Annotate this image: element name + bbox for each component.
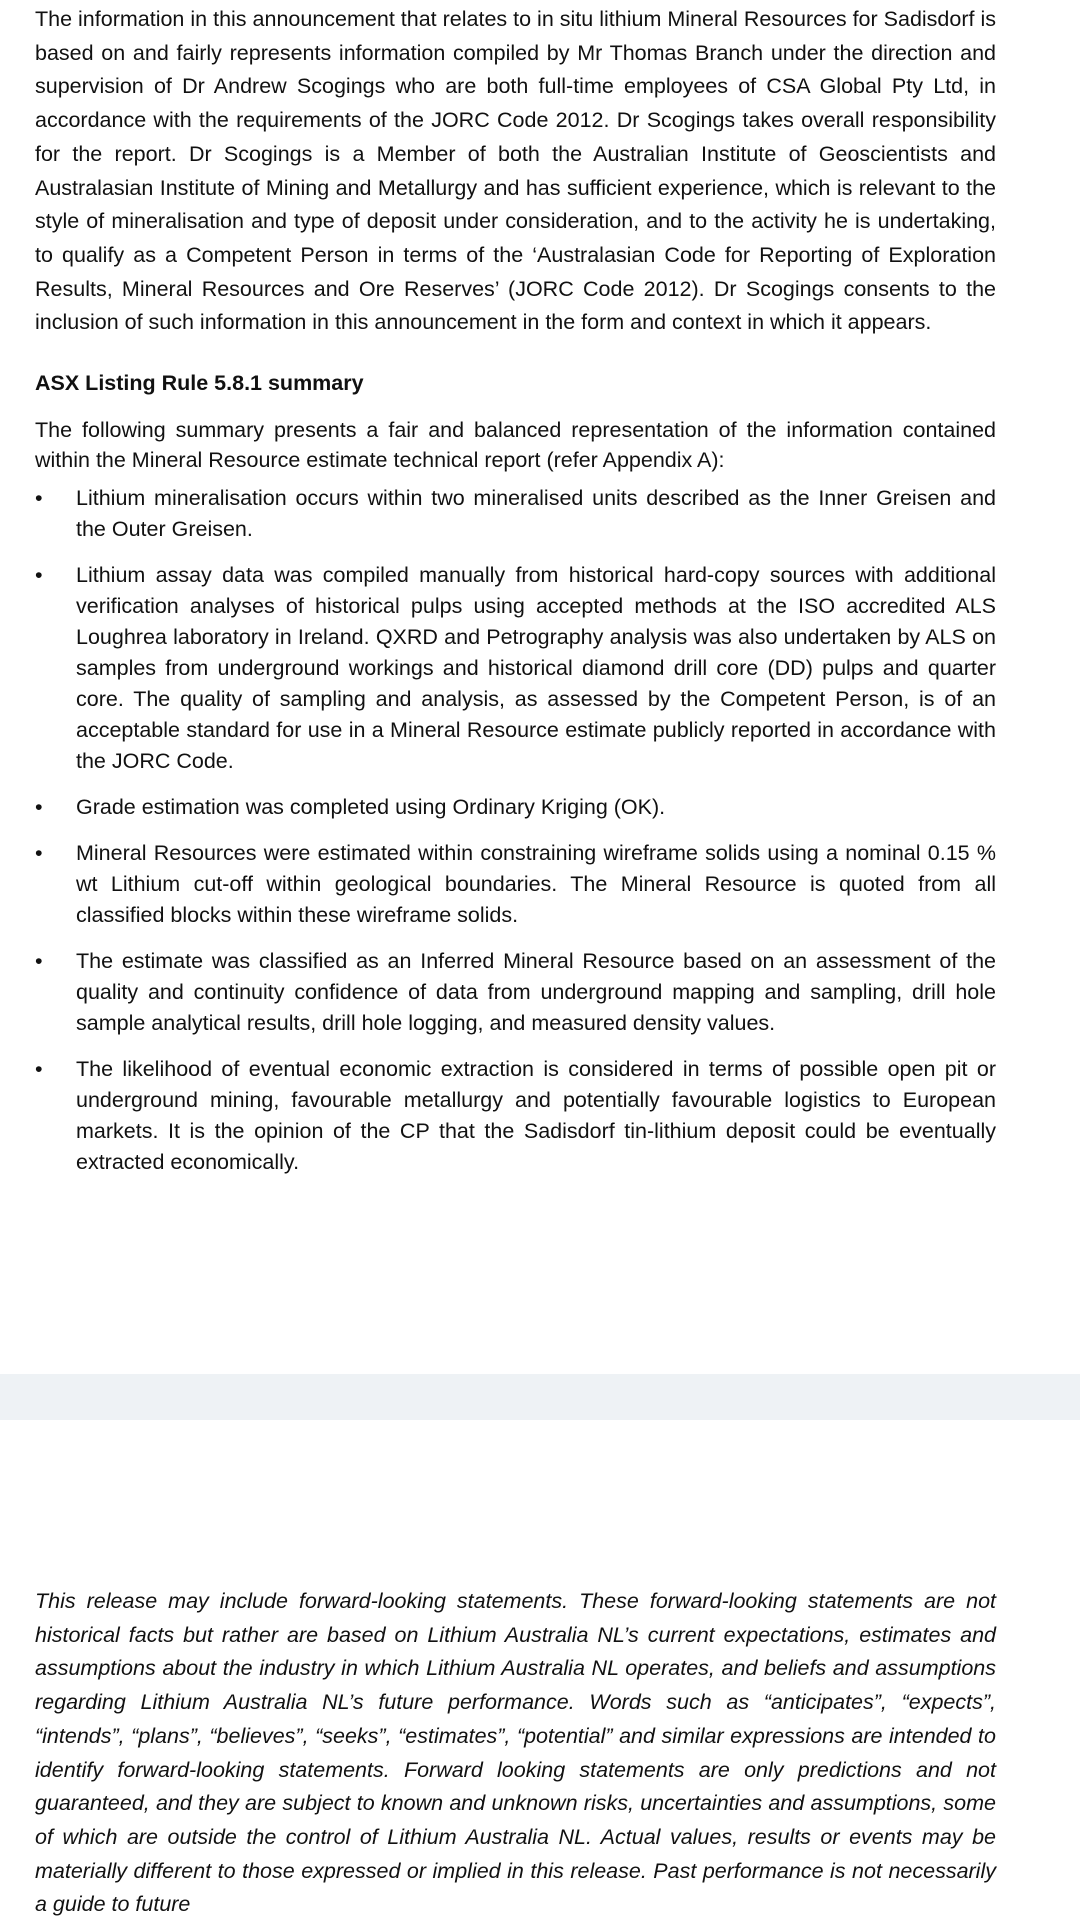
list-item-text: Lithium mineralisation occurs within two mineralised units described as the Inner Greisen and the Outer Greisen. (76, 486, 996, 542)
list-item (35, 946, 996, 1039)
bullet-icon: • (35, 486, 43, 511)
page-top (35, 0, 996, 1193)
list-item (35, 1054, 996, 1178)
asx-summary-heading: ASX Listing Rule 5.8.1 summary (35, 371, 364, 396)
list-item (35, 560, 996, 777)
list-item-text: Mineral Resources were estimated within constraining wireframe solids using a nominal 0.15 % wt Lithium cut-off within geological boundaries. The Mineral Resource is quoted from all classified blocks within these wireframe solids. (76, 841, 996, 928)
asx-summary-list (35, 483, 996, 1178)
list-item (35, 792, 996, 823)
competent-person-statement: The information in this announcement that relates to in situ lithium Mineral Resources for Sadisdorf is based on and fairly represents information compiled by Mr Thomas Branch under the direction and supervision of Dr Andrew Scogings who are both full-time employees of CSA Global Pty Ltd, in accordance with the requirements of the JORC Code 2012. Dr Scogings takes overall responsibility for the report. Dr Scogings is a Member of both the Australian Institute of Geoscientists and Australasian Institute of Mining and Metallurgy and has sufficient experience, which is relevant to the style of mineralisation and type of deposit under consideration, and to the activity he is undertaking, to qualify as a Competent Person in terms of the ‘Australasian Code for Reporting of Exploration Results, Mineral Resources and Ore Reserves’ (JORC Code 2012). Dr Scogings consents to the inclusion of such information in this announcement in the form and context in which it appears. (35, 7, 996, 335)
bullet-icon: • (35, 949, 43, 974)
bullet-icon: • (35, 563, 43, 588)
list-item (35, 838, 996, 931)
list-item-text: The estimate was classified as an Inferred Mineral Resource based on an assessment of the quality and continuity confidence of data from underground mapping and sampling, drill hole sample analytical results, drill hole logging, and measured density values. (76, 949, 996, 1036)
bullet-icon: • (35, 841, 43, 866)
list-item-text: Lithium assay data was compiled manually from historical hard-copy sources with additional verification analyses of historical pulps using accepted methods at the ISO accredited ALS Loughrea laboratory in Ireland. QXRD and Petrography analysis was also undertaken by ALS on samples from underground workings and historical diamond drill core (DD) pulps and quarter core. The quality of sampling and analysis, as assessed by the Competent Person, is of an acceptable standard for use in a Mineral Resource estimate publicly reported in accordance with the JORC Code. (76, 563, 996, 774)
bullet-icon: • (35, 1057, 43, 1082)
list-item-text: The likelihood of eventual economic extraction is considered in terms of possible open pit or underground mining, favourable metallurgy and potentially favourable logistics to European markets. It is the opinion of the CP that the Sadisdorf tin-lithium deposit could be eventually extracted economically. (76, 1057, 996, 1175)
asx-summary-intro: The following summary presents a fair and balanced representation of the information contained within the Mineral Resource estimate technical report (refer Appendix A): (35, 418, 996, 473)
page-bottom (35, 1585, 996, 1922)
bullet-icon: • (35, 795, 43, 820)
list-item-text: Grade estimation was completed using Ordinary Kriging (OK). (76, 795, 666, 820)
page-separator (0, 1374, 1080, 1420)
forward-looking-statement: This release may include forward-looking statements. These forward-looking statements are not historical facts but rather are based on Lithium Australia NL’s current expectations, estimates and assumptions about the industry in which Lithium Australia NL operates, and beliefs and assumptions regarding Lithium Australia NL’s future performance. Words such as “anticipates”, “expects”, “intends”, “plans”, “believes”, “seeks”, “estimates”, “potential” and similar expressions are intended to identify forward-looking statements. Forward looking statements are only predictions and not guaranteed, and they are subject to known and unknown risks, uncertainties and assumptions, some of which are outside the control of Lithium Australia NL. Actual values, results or events may be materially different to those expressed or implied in this release. Past performance is not necessarily a guide to future (35, 1589, 996, 1917)
list-item (35, 483, 996, 545)
